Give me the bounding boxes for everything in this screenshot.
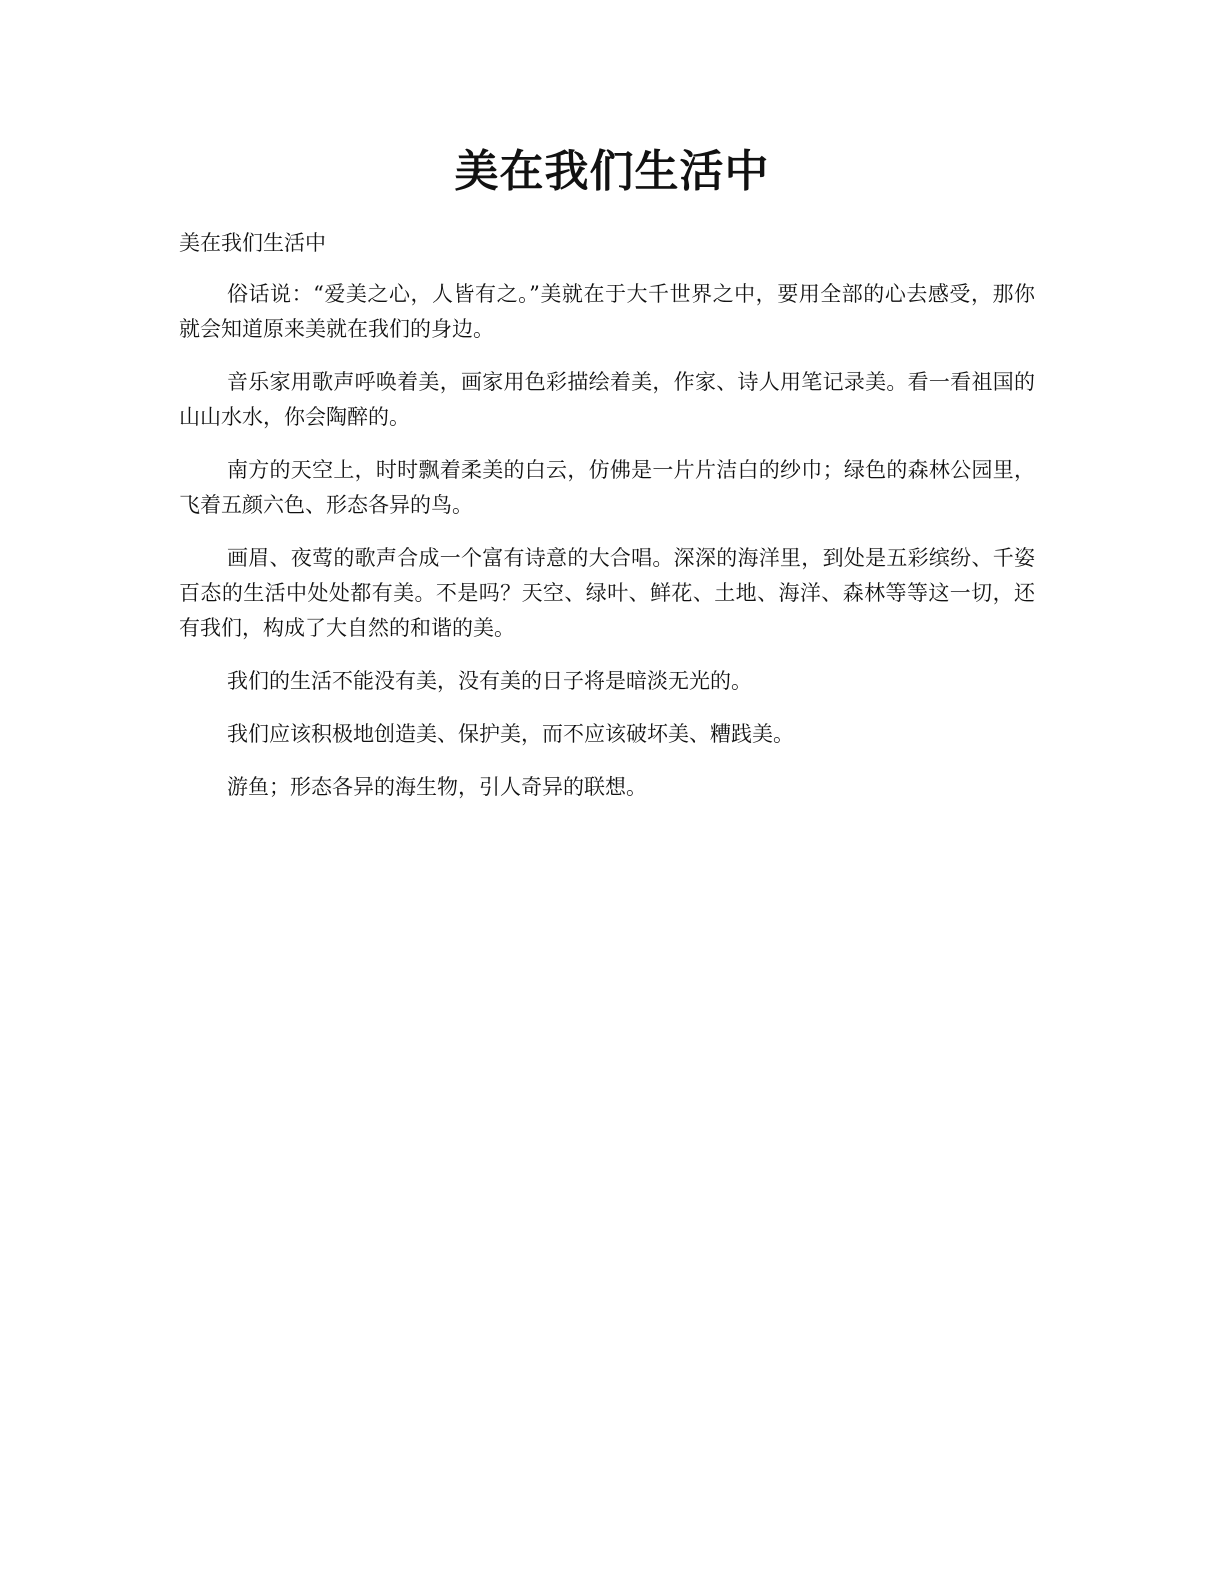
document-subtitle: 美在我们生活中 bbox=[179, 231, 326, 255]
paragraph-4: 画眉、夜莺的歌声合成一个富有诗意的大合唱。深深的海洋里，到处是五彩缤纷、千姿百态的生活中处处都有美。不是吗？天空、绿叶、鲜花、土地、海洋、森林等等这一切，还有我们，构成了大自然的和谐的美。 bbox=[179, 546, 1035, 640]
paragraph-2: 音乐家用歌声呼唤着美，画家用色彩描绘着美，作家、诗人用笔记录美。看一看祖国的山山水水，你会陶醉的。 bbox=[179, 370, 1035, 429]
paragraph-1: 俗话说：“爱美之心，人皆有之。”美就在于大千世界之中，要用全部的心去感受，那你就会知道原来美就在我们的身边。 bbox=[179, 282, 1035, 341]
paragraph-3: 南方的天空上，时时飘着柔美的白云，仿佛是一片片洁白的纱巾；绿色的森林公园里，飞着五颜六色、形态各异的鸟。 bbox=[179, 458, 1035, 517]
paragraph-6: 我们应该积极地创造美、保护美，而不应该破坏美、糟践美。 bbox=[227, 722, 794, 746]
paragraph-7: 游鱼；形态各异的海生物，引人奇异的联想。 bbox=[227, 775, 647, 799]
paragraph-5: 我们的生活不能没有美，没有美的日子将是暗淡无光的。 bbox=[227, 669, 752, 693]
document-body bbox=[179, 225, 1035, 823]
page-title: 美在我们生活中 bbox=[454, 146, 770, 197]
